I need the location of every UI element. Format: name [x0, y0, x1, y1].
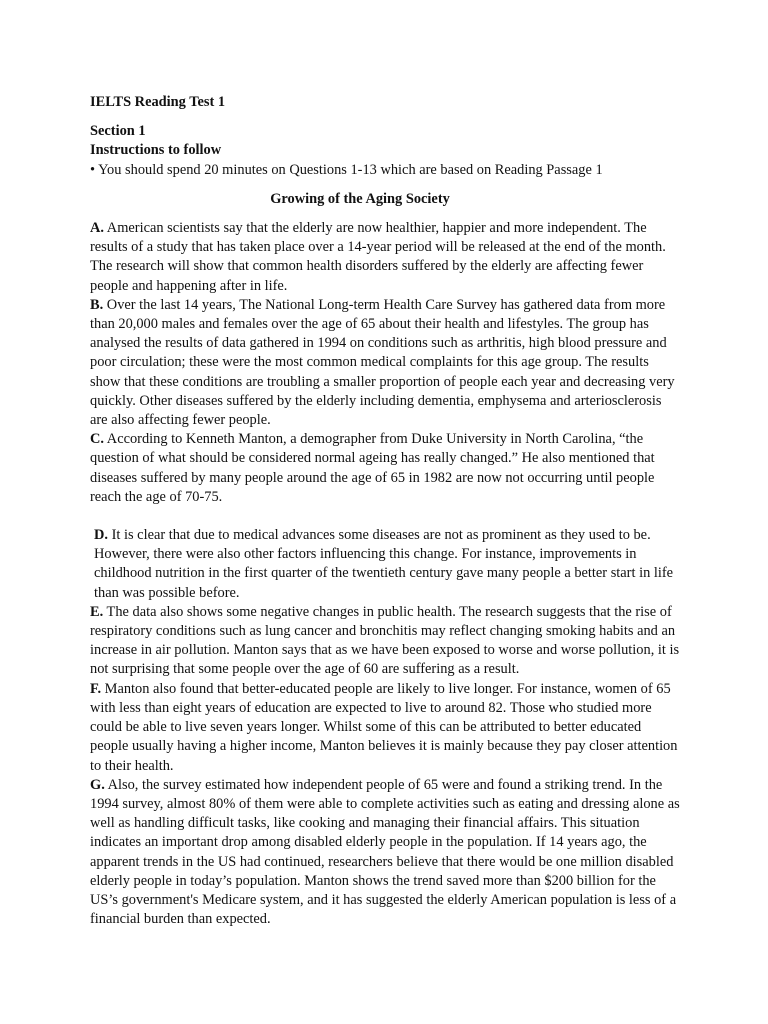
- instruction-line: • You should spend 20 minutes on Questions 1-13 which are based on Reading Passage 1: [90, 161, 603, 178]
- paragraph-letter: G.: [90, 776, 105, 793]
- paragraph-text: American scientists say that the elderly are now healthier, happier and more independent. The results of a study that has taken place over a 14-year period will be released at the end of the month. The research will show that common health disorders suffered by the elderly are affecting fewer people and happening after in life.: [90, 220, 666, 294]
- passage-title: Growing of the Aging Society: [270, 190, 450, 207]
- paragraph-letter: D.: [94, 527, 108, 544]
- paragraph-a: [90, 219, 680, 296]
- paragraph-text: Also, the survey estimated how independent people of 65 were and found a striking trend. In the 1994 survey, almost 80% of them were able to complete activities such as eating and dressing alone as well as handling difficult tasks, like cooking and managing their financial affairs. This situation indicates an important drop among disabled elderly people in the population. If 14 years ago, the apparent trends in the US had continued, researchers believe that there would be one million disabled elderly people in today’s population. Manton shows the trend saved more than $200 billion for the US’s government's Medicare system, and it has suggested the elderly American population is less of a financial burden than expected.: [90, 776, 680, 928]
- document-page: [90, 93, 680, 929]
- paragraph-b: [90, 296, 680, 430]
- paragraph-g: [90, 776, 680, 930]
- paragraph-d: [90, 526, 680, 603]
- paragraph-letter: A.: [90, 220, 104, 237]
- paragraph-text: Manton also found that better-educated people are likely to live longer. For instance, women of 65 with less than eight years of education are expected to live to around 82. Those who studied more could be able to live seven years longer. Whilst some of this can be attributed to better educated people usually having a higher income, Manton believes it is mainly because they pay closer attention to their health.: [90, 680, 678, 774]
- paragraph-f: [90, 680, 680, 776]
- paragraph-e: [90, 603, 680, 680]
- paragraph-letter: B.: [90, 296, 104, 313]
- paragraph-text: The data also shows some negative changes in public health. The research suggests that the rise of respiratory conditions such as lung cancer and bronchitis may reflect changing smoking habits and an increase in air pollution. Manton says that as we have been exposed to worse and worse pollution, it is not surprising that some people over the age of 60 are suffering as a result.: [90, 603, 680, 678]
- paragraph-text: According to Kenneth Manton, a demographer from Duke University in North Carolina, “the question of what should be considered normal ageing has really changed.” He also mentioned that diseases suffered by many people around the age of 65 in 1982 are now not occurring until people reach the age of 70-75.: [90, 431, 655, 505]
- paragraph-c: [90, 430, 680, 507]
- paragraph-text: Over the last 14 years, The National Long-term Health Care Survey has gathered data from more than 20,000 males and females over the age of 65 about their health and lifestyles. The group has analysed the results of data gathered in 1994 on conditions such as arthritis, high blood pressure and poor circulation; these were the most common medical complaints for this age group. The results show that these conditions are troubling a smaller proportion of people each year and decreasing very quickly. Other diseases suffered by the elderly including dementia, emphysema and arteriosclerosis are also affecting fewer people.: [90, 296, 675, 429]
- instructions-heading: Instructions to follow: [90, 142, 222, 159]
- section-label: Section 1: [90, 123, 146, 140]
- paragraph-text: It is clear that due to medical advances some diseases are not as prominent as they used to be. However, there were also other factors influencing this change. For instance, improvements in childhood nutrition in the first quarter of the twentieth century gave many people a better start in life than was possible before.: [94, 527, 674, 601]
- paragraph-letter: E.: [90, 603, 104, 620]
- document-title: IELTS Reading Test 1: [90, 94, 226, 110]
- paragraph-letter: F.: [90, 680, 102, 697]
- paragraph-letter: C.: [90, 431, 104, 448]
